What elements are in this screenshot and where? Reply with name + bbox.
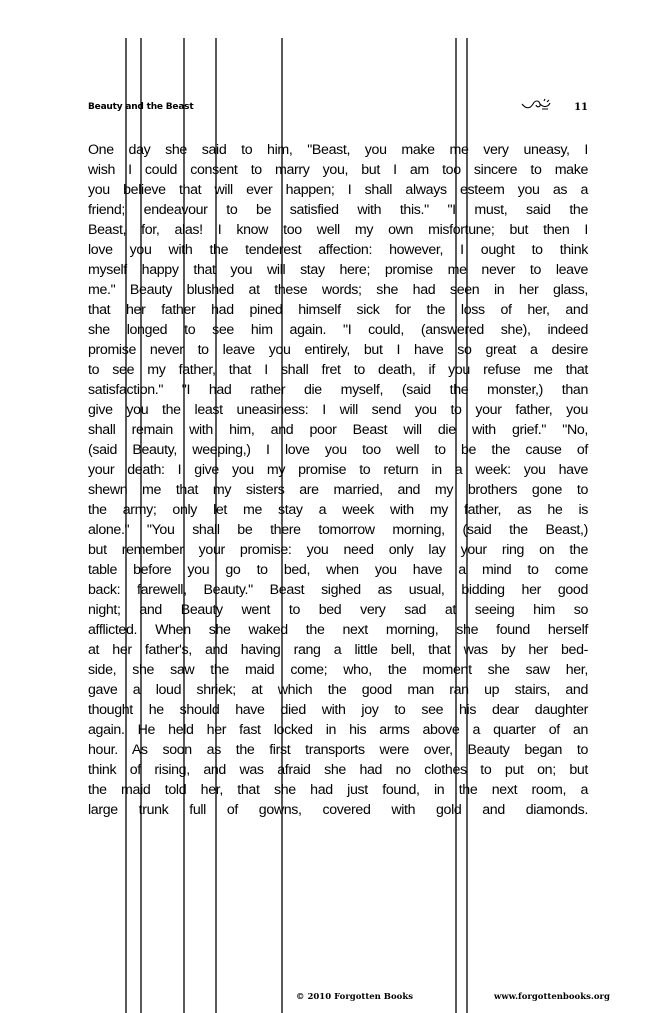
publisher-url: www.forgottenbooks.org [494, 992, 610, 1002]
text-line: table before you go to bed, when you have a mind to come [88, 562, 588, 578]
text-line: shall remain with him, and poor Beast will die with grief." "No, [88, 422, 588, 438]
running-header [88, 102, 588, 118]
text-line: back: farewell, Beauty." Beast sighed as usual, bidding her good [88, 582, 588, 598]
text-line: to see my father, that I shall fret to death, if you refuse me that [88, 362, 588, 378]
text-line: at her father's, and having rang a little bell, that was by her bed- [88, 642, 588, 658]
text-line: you believe that will ever happen; I shall always esteem you as a [88, 182, 588, 198]
text-line: give you the least uneasiness: I will send you to your father, you [88, 402, 588, 418]
text-line: hour. As soon as the first transports were over, Beauty began to [88, 742, 588, 758]
text-line: the maid told her, that she had just found, in the next room, a [88, 782, 588, 798]
text-line: alone." "You shall be there tomorrow morning, (said the Beast,) [88, 522, 588, 538]
flourish-icon [520, 98, 556, 112]
text-line: wish I could consent to marry you, but I am too sincere to make [88, 162, 588, 178]
text-line: thought he should have died with joy to see his dear daughter [88, 702, 588, 718]
text-line: Beast, for, alas! I know too well my own misfortune; but then I [88, 222, 588, 238]
text-line: (said Beauty, weeping,) I love you too well to be the cause of [88, 442, 588, 458]
text-line: the army; only let me stay a week with my father, as he is [88, 502, 588, 518]
copyright-notice: © 2010 Forgotten Books [296, 992, 414, 1002]
text-line: afflicted. When she waked the next morning, she found herself [88, 622, 588, 638]
text-line: night; and Beauty went to bed very sad at seeing him so [88, 602, 588, 618]
text-line: friend; endeavour to be satisfied with this." "I must, said the [88, 202, 588, 218]
text-line: myself happy that you will stay here; promise me never to leave [88, 262, 588, 278]
text-line: satisfaction." "I had rather die myself, (said the monster,) than [88, 382, 588, 398]
text-line: side, she saw the maid come; who, the moment she saw her, [88, 662, 588, 678]
text-line: that her father had pined himself sick for the loss of her, and [88, 302, 588, 318]
text-line: promise never to leave you entirely, but I have so great a desire [88, 342, 588, 358]
text-line: think of rising, and was afraid she had no clothes to put on; but [88, 762, 588, 778]
text-line: One day she said to him, "Beast, you make me very uneasy, I [88, 142, 588, 158]
text-line: she longed to see him again. "I could, (answered she), indeed [88, 322, 588, 338]
text-line: again. He held her fast locked in his arms above a quarter of an [88, 722, 588, 738]
text-line: love you with the tenderest affection: however, I ought to think [88, 242, 588, 258]
text-line: shewn me that my sisters are married, and my brothers gone to [88, 482, 588, 498]
text-line: large trunk full of gowns, covered with gold and diamonds. [88, 802, 588, 818]
text-line: me." Beauty blushed at these words; she had seen in her glass, [88, 282, 588, 298]
page-number: 11 [574, 102, 588, 113]
page-footer [296, 992, 656, 1006]
body-text [88, 140, 588, 820]
text-line: your death: I give you my promise to return in a week: you have [88, 462, 588, 478]
text-line: but remember your promise: you need only lay your ring on the [88, 542, 588, 558]
text-line: gave a loud shriek; at which the good man ran up stairs, and [88, 682, 588, 698]
running-title: Beauty and the Beast [88, 102, 194, 112]
